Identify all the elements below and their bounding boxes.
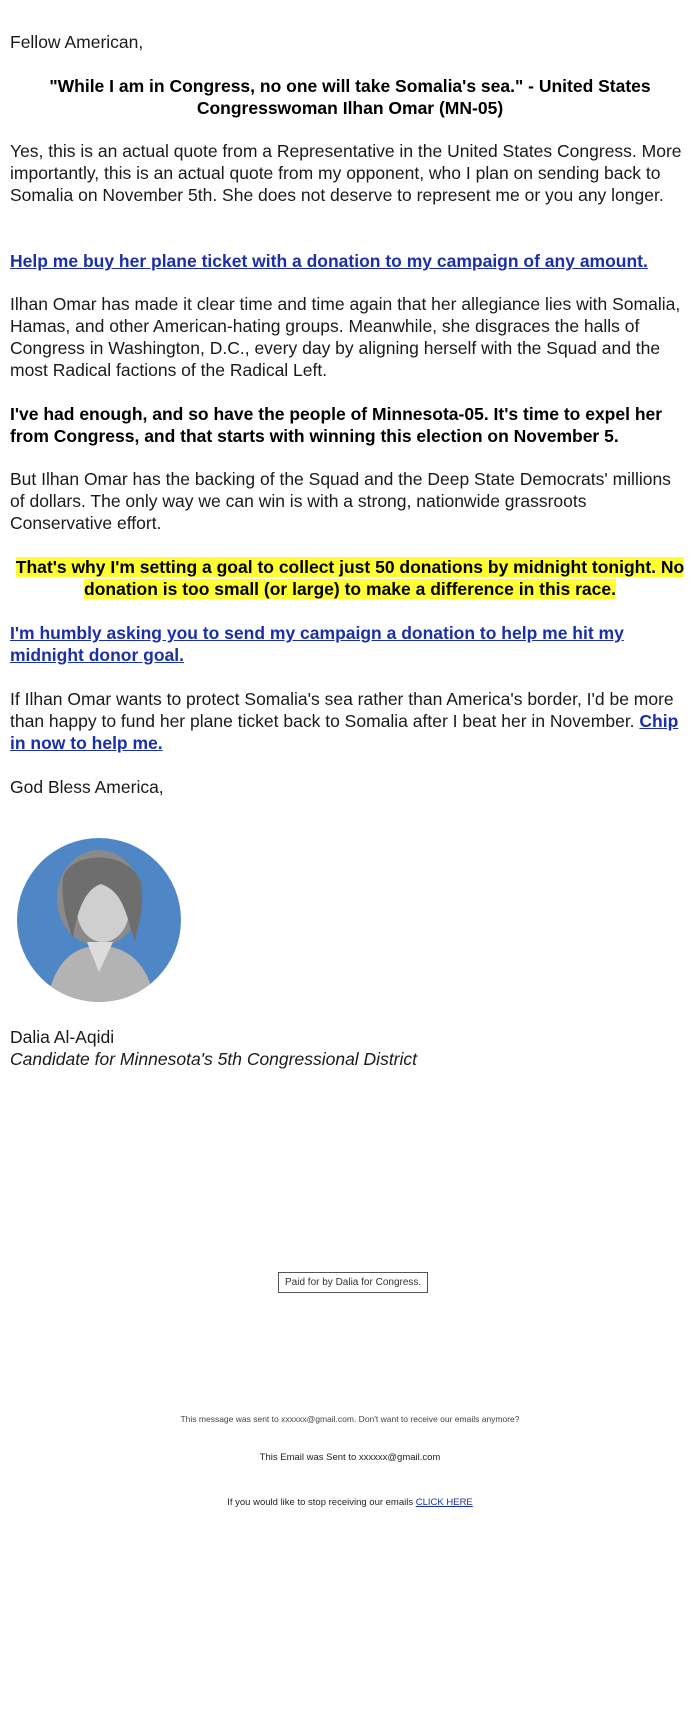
unsubscribe-text: If you would like to stop receiving our emails — [227, 1497, 414, 1508]
paragraph-intro: Yes, this is an actual quote from a Representative in the United States Congress. More importantly, this is an actual quote from my opponent, who I plan on sending back to Somalia on November 5th. She does not deserve to represent me or you any longer. — [10, 141, 682, 205]
unsubscribe-line — [0, 1492, 700, 1514]
paragraph-backing: But Ilhan Omar has the backing of the Squad and the Deep State Democrats' millions of dollars. The only way we can win is with a strong, nationwide grassroots Conservative effort. — [10, 469, 671, 533]
paragraph-enough: I've had enough, and so have the people of Minnesota-05. It's time to expel her from Congress, and that starts with winning this election on November 5. — [10, 404, 663, 446]
sent-to-notice: This Email was Sent to xxxxxx@gmail.com — [259, 1452, 441, 1463]
chip-in-link[interactable]: Chip in now to help me. — [10, 711, 679, 753]
paragraph-border: If Ilhan Omar wants to protect Somalia's sea rather than America's border, I'd be more than happy to fund her plane ticket back to Somalia after I beat her in November. — [10, 689, 674, 731]
signature-title: Candidate for Minnesota's 5th Congressional District — [10, 1049, 418, 1069]
unsubscribe-link[interactable]: CLICK HERE — [415, 1497, 473, 1508]
donate-link-donor-goal[interactable]: I'm humbly asking you to send my campaign a donation to help me hit my midnight donor goal. — [10, 623, 624, 665]
closing: God Bless America, — [10, 777, 164, 797]
greeting: Fellow American, — [10, 32, 144, 52]
donate-link-plane-ticket[interactable]: Help me buy her plane ticket with a donation to my campaign of any amount. — [10, 251, 648, 271]
paragraph-allegiance: Ilhan Omar has made it clear time and time again that her allegiance lies with Somalia, Hamas, and other American-hating groups. Meanwhile, she disgraces the halls of Congress in Washington, D.C., every day by aligning herself with the Squad and the most Radical factions of the Radical Left. — [10, 294, 681, 380]
candidate-photo — [17, 838, 181, 1002]
paid-for-disclaimer: Paid for by Dalia for Congress. — [278, 1272, 428, 1293]
sent-notice: This message was sent to xxxxxx@gmail.com. Don't want to receive our emails anymore? — [180, 1414, 520, 1424]
highlighted-goal: That's why I'm setting a goal to collect just 50 donations by midnight tonight. No donation is too small (or large) to make a difference in this race. — [15, 557, 685, 599]
signature-name: Dalia Al-Aqidi — [10, 1027, 115, 1047]
opponent-quote: "While I am in Congress, no one will take Somalia's sea." - United States Congresswoman Ilhan Omar (MN-05) — [49, 76, 651, 118]
portrait-icon — [17, 838, 181, 1002]
